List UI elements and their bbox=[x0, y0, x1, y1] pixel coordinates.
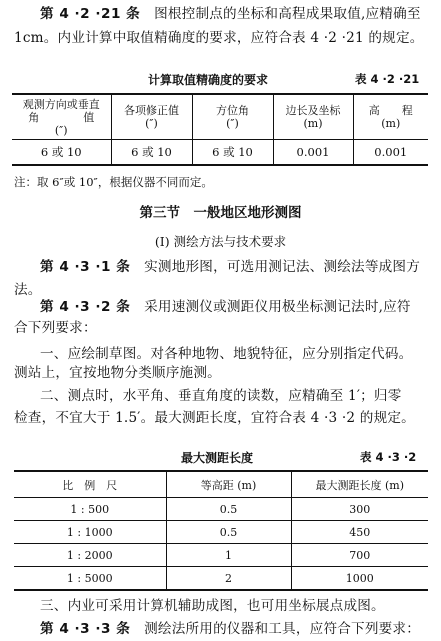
table-cell: 1 : 2000 bbox=[14, 544, 166, 567]
clause-number: 第 4 ·2 ·21 条 bbox=[40, 6, 141, 22]
item3-line: 三、内业可采用计算机辅助成图，也可用坐标展点成图。 bbox=[40, 598, 385, 614]
para-4-3-1-line2: 法。 bbox=[14, 282, 42, 298]
table-header-row bbox=[14, 471, 428, 498]
table-cell: 0.001 bbox=[374, 145, 408, 159]
table-header-cell: 各项修正值 (″) bbox=[111, 94, 192, 140]
table-cell: 700 bbox=[291, 544, 428, 567]
para-4-3-2-line1: 第 4 ·3 ·2 条 采用速测仪或测距仪用极坐标测记法时,应符 bbox=[40, 299, 411, 315]
table1-note: 注：取 6″或 10″，根据仪器不同而定。 bbox=[14, 175, 213, 189]
table-header-cell: 方位角 (″) bbox=[192, 94, 273, 140]
para-4-3-3-line1: 第 4 ·3 ·3 条 测绘法所用的仪器和工具，应符合下列要求： bbox=[40, 621, 420, 637]
table-cell: 0.001 bbox=[273, 140, 353, 166]
table-header-cell: 比 例 尺 bbox=[14, 471, 166, 498]
table-cell: 1000 bbox=[345, 571, 374, 585]
section-title: 第三节 一般地区地形测图 bbox=[139, 205, 302, 221]
table2-caption: 最大测距长度 bbox=[181, 451, 254, 465]
table-cell: 6 或 10 bbox=[111, 140, 192, 166]
table1-caption: 计算取值精确度的要求 bbox=[148, 73, 269, 87]
para-4-2-21-line1: 第 4 ·2 ·21 条 图根控制点的坐标和高程成果取值,应精确至 bbox=[40, 6, 421, 22]
table2-number: 表 4 ·3 ·2 bbox=[360, 450, 417, 464]
table-header-row bbox=[12, 94, 428, 140]
table-cell: 0.5 bbox=[166, 498, 291, 521]
max-distance-table bbox=[14, 470, 428, 591]
table-cell: 2 bbox=[166, 567, 291, 591]
precision-table bbox=[12, 93, 428, 166]
table-row bbox=[12, 140, 428, 166]
table-header-cell: 高 程 (m) bbox=[353, 94, 428, 140]
table-cell: 300 bbox=[291, 498, 428, 521]
table-header-cell: 观测方向或垂直 角 值 (″) bbox=[12, 94, 111, 140]
table-cell: 1 : 500 bbox=[14, 498, 166, 521]
item1-line2: 测站上，宜按地物分类顺序施测。 bbox=[14, 365, 221, 381]
table-row bbox=[14, 521, 428, 544]
table-cell: 1 : 1000 bbox=[14, 521, 166, 544]
table-cell: 6 或 10 bbox=[12, 140, 111, 166]
table1-number: 表 4 ·2 ·21 bbox=[355, 72, 420, 86]
para-4-3-1-line1: 第 4 ·3 ·1 条 实测地形图，可选用测记法、测绘法等成图方 bbox=[40, 259, 420, 275]
table-row bbox=[14, 498, 428, 521]
table-row bbox=[14, 544, 428, 567]
clause-number: 第 4 ·3 ·1 条 bbox=[40, 259, 131, 275]
table-cell: 450 bbox=[291, 521, 428, 544]
table-cell: 1 : 5000 bbox=[14, 567, 166, 591]
table-row bbox=[14, 567, 428, 591]
table-header-cell: 最大测距长度 (m) bbox=[291, 471, 428, 498]
item2-line2: 检查，不宜大于 1.5′。最大测距长度，宜符合表 4 ·3 ·2 的规定。 bbox=[14, 410, 415, 426]
para-4-3-2-line2: 合下列要求： bbox=[14, 320, 97, 336]
clause-number: 第 4 ·3 ·3 条 bbox=[40, 621, 131, 637]
table-cell: 6 或 10 bbox=[192, 140, 273, 166]
table-cell: 0.5 bbox=[166, 521, 291, 544]
table-cell: 1 bbox=[166, 544, 291, 567]
table-header-cell: 边长及坐标 (m) bbox=[273, 94, 353, 140]
item1-line1: 一、应绘制草图。对各种地物、地貌特征，应分别指定代码。 bbox=[40, 346, 413, 362]
item2-line1: 二、测点时，水平角、垂直角度的读数，应精确至 1′；归零 bbox=[40, 388, 402, 404]
clause-number: 第 4 ·3 ·2 条 bbox=[40, 299, 131, 315]
para-4-2-21-line2: 1cm。内业计算中取值精确度的要求，应符合表 4 ·2 ·21 的规定。 bbox=[14, 30, 424, 46]
subsection-title: (Ⅰ) 测绘方法与技术要求 bbox=[154, 234, 287, 249]
table-header-cell: 等高距 (m) bbox=[166, 471, 291, 498]
